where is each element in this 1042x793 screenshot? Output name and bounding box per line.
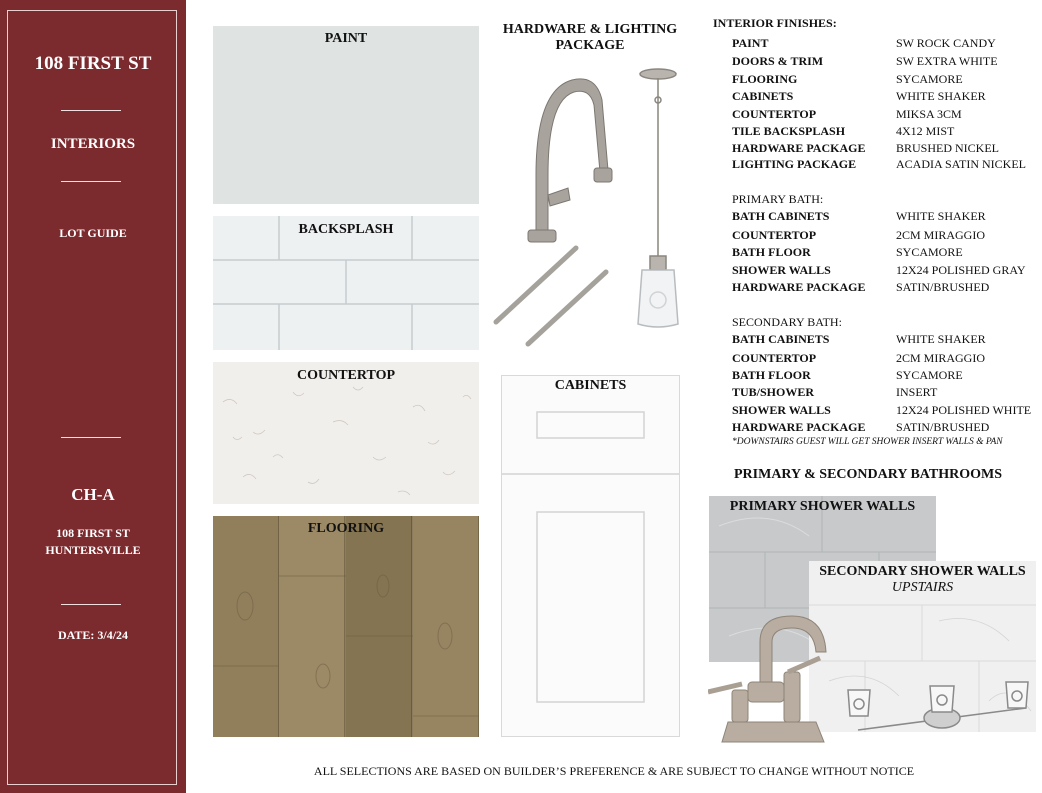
sidebar-city: HUNTERSVILLE	[45, 543, 141, 557]
spec-label: BATH CABINETS	[732, 209, 830, 223]
primary-bath-heading: PRIMARY BATH:	[732, 192, 824, 206]
sidebar-date: DATE: 3/4/24	[57, 628, 129, 642]
sidebar-address: 108 FIRST ST	[34, 53, 152, 74]
spec-value: ACADIA SATIN NICKEL	[896, 157, 1026, 171]
spec-value: SYCAMORE	[896, 245, 963, 259]
spec-value: SATIN/BRUSHED	[896, 420, 990, 434]
backsplash-title: BACKSPLASH	[298, 222, 394, 237]
sidebar-divider	[61, 604, 121, 605]
spec-value: WHITE SHAKER	[896, 209, 986, 223]
primary-shower-walls-title: PRIMARY SHOWER WALLS	[729, 499, 916, 514]
vanity-light-icon	[848, 682, 1028, 730]
hardware-lighting-image	[492, 60, 692, 360]
spec-row	[732, 54, 1042, 68]
spec-value: SATIN/BRUSHED	[896, 280, 990, 294]
secondary-shower-walls-title: SECONDARY SHOWER WALLS	[819, 564, 1026, 579]
spec-label: COUNTERTOP	[732, 228, 817, 242]
spec-row	[732, 263, 1042, 277]
flooring-title: FLOORING	[307, 521, 385, 536]
spec-value: SYCAMORE	[896, 368, 963, 382]
spec-label: BATH FLOOR	[732, 245, 811, 259]
spec-value: 12X24 POLISHED GRAY	[896, 263, 1026, 277]
spec-row	[732, 351, 1042, 365]
interior-finishes-heading: INTERIOR FINISHES:	[713, 16, 837, 30]
spec-row	[732, 209, 1042, 223]
spec-row	[732, 141, 1042, 155]
spec-label: SHOWER WALLS	[732, 403, 831, 417]
spec-value: 2CM MIRAGGIO	[896, 351, 986, 365]
pendant-light-icon	[638, 69, 678, 327]
bath-faucet-icon	[708, 616, 826, 742]
spec-label: SHOWER WALLS	[732, 263, 831, 277]
spec-value: MIKSA 3CM	[896, 107, 962, 121]
wood-grain	[213, 516, 479, 737]
spec-label: TILE BACKSPLASH	[732, 124, 846, 138]
bathrooms-heading: PRIMARY & SECONDARY BATHROOMS	[734, 467, 1002, 482]
spec-value: 4X12 MIST	[896, 124, 955, 138]
spec-row	[732, 157, 1042, 171]
spec-row	[732, 36, 1042, 50]
sidebar-guide: LOT GUIDE	[59, 226, 127, 240]
spec-label: COUNTERTOP	[732, 107, 817, 121]
spec-label: PAINT	[732, 36, 769, 50]
spec-label: COUNTERTOP	[732, 351, 817, 365]
spec-value: 12X24 POLISHED WHITE	[896, 403, 1032, 417]
sidebar-street: 108 FIRST ST	[56, 526, 130, 540]
hardware-title-line1: HARDWARE & LIGHTING	[502, 22, 678, 37]
spec-value: SW EXTRA WHITE	[896, 54, 998, 68]
sidebar-divider	[61, 437, 121, 438]
hardware-title-line2: PACKAGE	[555, 38, 625, 53]
spec-label: HARDWARE PACKAGE	[732, 280, 866, 294]
paint-title: PAINT	[324, 31, 368, 46]
flooring-swatch	[213, 516, 479, 737]
spec-row	[732, 228, 1042, 242]
spec-row	[732, 403, 1042, 417]
sidebar-divider	[61, 181, 121, 182]
sidebar-section: INTERIORS	[50, 136, 136, 152]
spec-value: WHITE SHAKER	[896, 332, 986, 346]
spec-value: SYCAMORE	[896, 72, 963, 86]
kitchen-faucet-icon	[528, 79, 612, 242]
spec-label: TUB/SHOWER	[732, 385, 815, 399]
backsplash-swatch	[213, 216, 479, 350]
footer-disclaimer: ALL SELECTIONS ARE BASED ON BUILDER’S PREFERENCE & ARE SUBJECT TO CHANGE WITHOUT NOTICE	[313, 764, 915, 778]
countertop-title: COUNTERTOP	[296, 368, 396, 383]
spec-row	[732, 280, 1042, 294]
shaker-cabinet-icon	[502, 376, 679, 736]
spec-label: BATH CABINETS	[732, 332, 830, 346]
sidebar	[0, 0, 186, 793]
sidebar-plan: CH-A	[71, 485, 115, 504]
spec-value: INSERT	[896, 385, 938, 399]
spec-row	[732, 420, 1042, 434]
spec-value: WHITE SHAKER	[896, 89, 986, 103]
spec-label: LIGHTING PACKAGE	[732, 157, 857, 171]
hardware-lighting-title	[494, 22, 686, 54]
spec-label: DOORS & TRIM	[732, 54, 824, 68]
secondary-bath-heading: SECONDARY BATH:	[732, 315, 842, 329]
cabinet-door-swatch	[501, 375, 680, 737]
spec-label: FLOORING	[732, 72, 798, 86]
spec-row	[732, 385, 1042, 399]
downstairs-note: *DOWNSTAIRS GUEST WILL GET SHOWER INSERT WALLS & PAN	[732, 437, 1003, 447]
sidebar-frame	[7, 10, 177, 785]
paint-swatch	[213, 26, 479, 204]
cabinets-title: CABINETS	[554, 378, 627, 393]
spec-row	[732, 332, 1042, 346]
cabinet-pull-icon	[496, 248, 606, 344]
bath-fixtures-image	[708, 612, 1038, 748]
secondary-shower-walls-subtitle: UPSTAIRS	[891, 580, 954, 595]
spec-row	[732, 124, 1042, 138]
spec-row	[732, 245, 1042, 259]
spec-label: CABINETS	[732, 89, 794, 103]
spec-label: HARDWARE PACKAGE	[732, 141, 866, 155]
spec-row	[732, 107, 1042, 121]
spec-label: BATH FLOOR	[732, 368, 811, 382]
spec-value: 2CM MIRAGGIO	[896, 228, 986, 242]
spec-row	[732, 368, 1042, 382]
sidebar-divider	[61, 110, 121, 111]
spec-row	[732, 72, 1042, 86]
spec-value: SW ROCK CANDY	[896, 36, 996, 50]
spec-label: HARDWARE PACKAGE	[732, 420, 866, 434]
spec-row	[732, 89, 1042, 103]
countertop-swatch	[213, 362, 479, 504]
spec-value: BRUSHED NICKEL	[896, 141, 1000, 155]
